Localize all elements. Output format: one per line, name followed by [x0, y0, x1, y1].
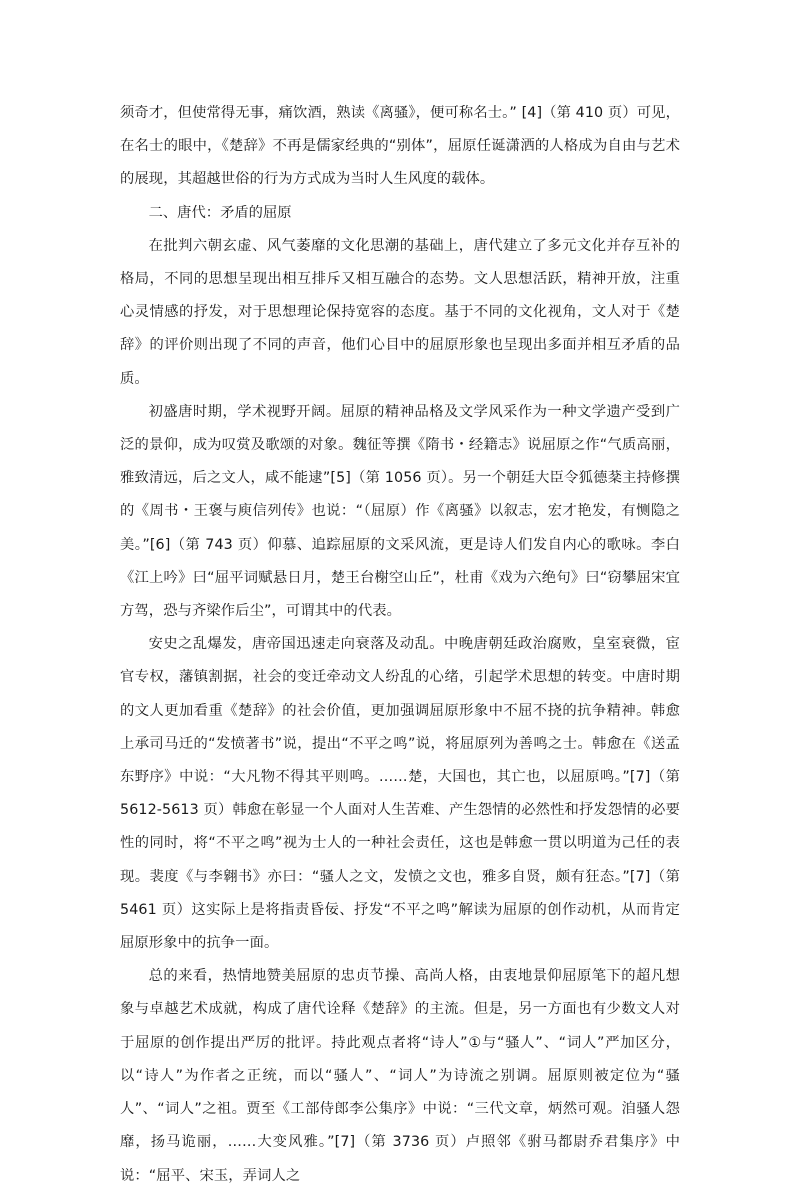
- section-heading: 二、唐代：矛盾的屈原: [148, 204, 292, 221]
- paragraph-intro: 在批判六朝玄虚、风气萎靡的文化思潮的基础上，唐代建立了多元文化并存互补的格局，不同的思想呈现出相互排斥又相互融合的态势。文人思想活跃，精神开放，注重心灵情感的抒发，对于思想理论保持宽容的态度。基于不同的文化视角，文人对于《楚辞》的评价则出现了不同的声音，他们心目中的屈原形象也呈现出多面并相互矛盾的品质。: [120, 237, 680, 387]
- paragraph-early-tang: 初盛唐时期，学术视野开阔。屈原的精神品格及文学风采作为一种文学遗产受到广泛的景仰，成为叹赏及歌颂的对象。魏征等撰《隋书・经籍志》说屈原之作“气质高丽，雅致清远，后之文人，咸不能逮”[5]（第 1056 页）。另一个朝廷大臣令狐德棻主持修撰的《周书・王褒与庾信列传》也说：“（屈原）作《离骚》以叙志，宏才艳发，有恻隐之美。”[6]（第 743 页）仰慕、追踪屈原的文采风流，更是诗人们发自内心的歌咏。李白《江上吟》曰“屈平词赋悬日月，楚王台榭空山丘”，杜甫《戏为六绝句》曰“窃攀屈宋宜方驾，恐与齐梁作后尘”，可谓其中的代表。: [120, 403, 680, 620]
- paragraph-continuation: 须奇才，但使常得无事，痛饮酒，熟读《离骚》，便可称名士。” [4]（第 410 页）可见，在名士的眼中，《楚辞》不再是儒家经典的“别体”，屈原任诞潇洒的人格成为自由与艺术的展现，其超越世俗的行为方式成为当时人生风度的载体。: [120, 105, 680, 188]
- body-text: [120, 97, 680, 1193]
- paragraph-summary: 总的来看，热情地赞美屈原的忠贞节操、高尚人格，由衷地景仰屈原笔下的超凡想象与卓越艺术成就，构成了唐代诠释《楚辞》的主流。但是，另一方面也有少数文人对于屈原的创作提出严厉的批评。持此观点者将“诗人”①与“骚人”、“词人”严加区分，以“诗人”为作者之正统，而以“骚人”、“词人”为诗流之别调。屈原则被定位为“骚人”、“词人”之祖。贾至《工部侍郎李公集序》中说：“三代文章，炳然可观。洎骚人怨靡，扬马诡丽，……大变风雅。”[7]（第 3736 页）卢照邻《驸马都尉乔君集序》中说：“屈平、宋玉，弄词人之: [120, 968, 680, 1184]
- paragraph-mid-tang: 安史之乱爆发，唐帝国迅速走向衰落及动乱。中晚唐朝廷政治腐败，皇室衰微，宦官专权，藩镇割据，社会的变迁牵动文人纷乱的心绪，引起学术思想的转变。中唐时期的文人更加看重《楚辞》的社会价值，更加强调屈原形象中不屈不挠的抗争精神。韩愈上承司马迁的“发愤著书”说，提出“不平之鸣”说，将屈原列为善鸣之士。韩愈在《送孟东野序》中说：“大凡物不得其平则鸣。……楚，大国也，其亡也，以屈原鸣。”[7]（第 5612-5613 页）韩愈在彰显一个人面对人生苦难、产生怨情的必然性和抒发怨情的必要性的同时，将“不平之鸣”视为士人的一种社会责任，这也是韩愈一贯以明道为己任的表现。裴度《与李翱书》亦曰：“骚人之文，发愤之文也，雅多自贤，颇有狂态。”[7]（第 5461 页）这实际上是将指责昏佞、抒发“不平之鸣”解读为屈原的创作动机，从而肯定屈原形象中的抗争一面。: [120, 636, 680, 952]
